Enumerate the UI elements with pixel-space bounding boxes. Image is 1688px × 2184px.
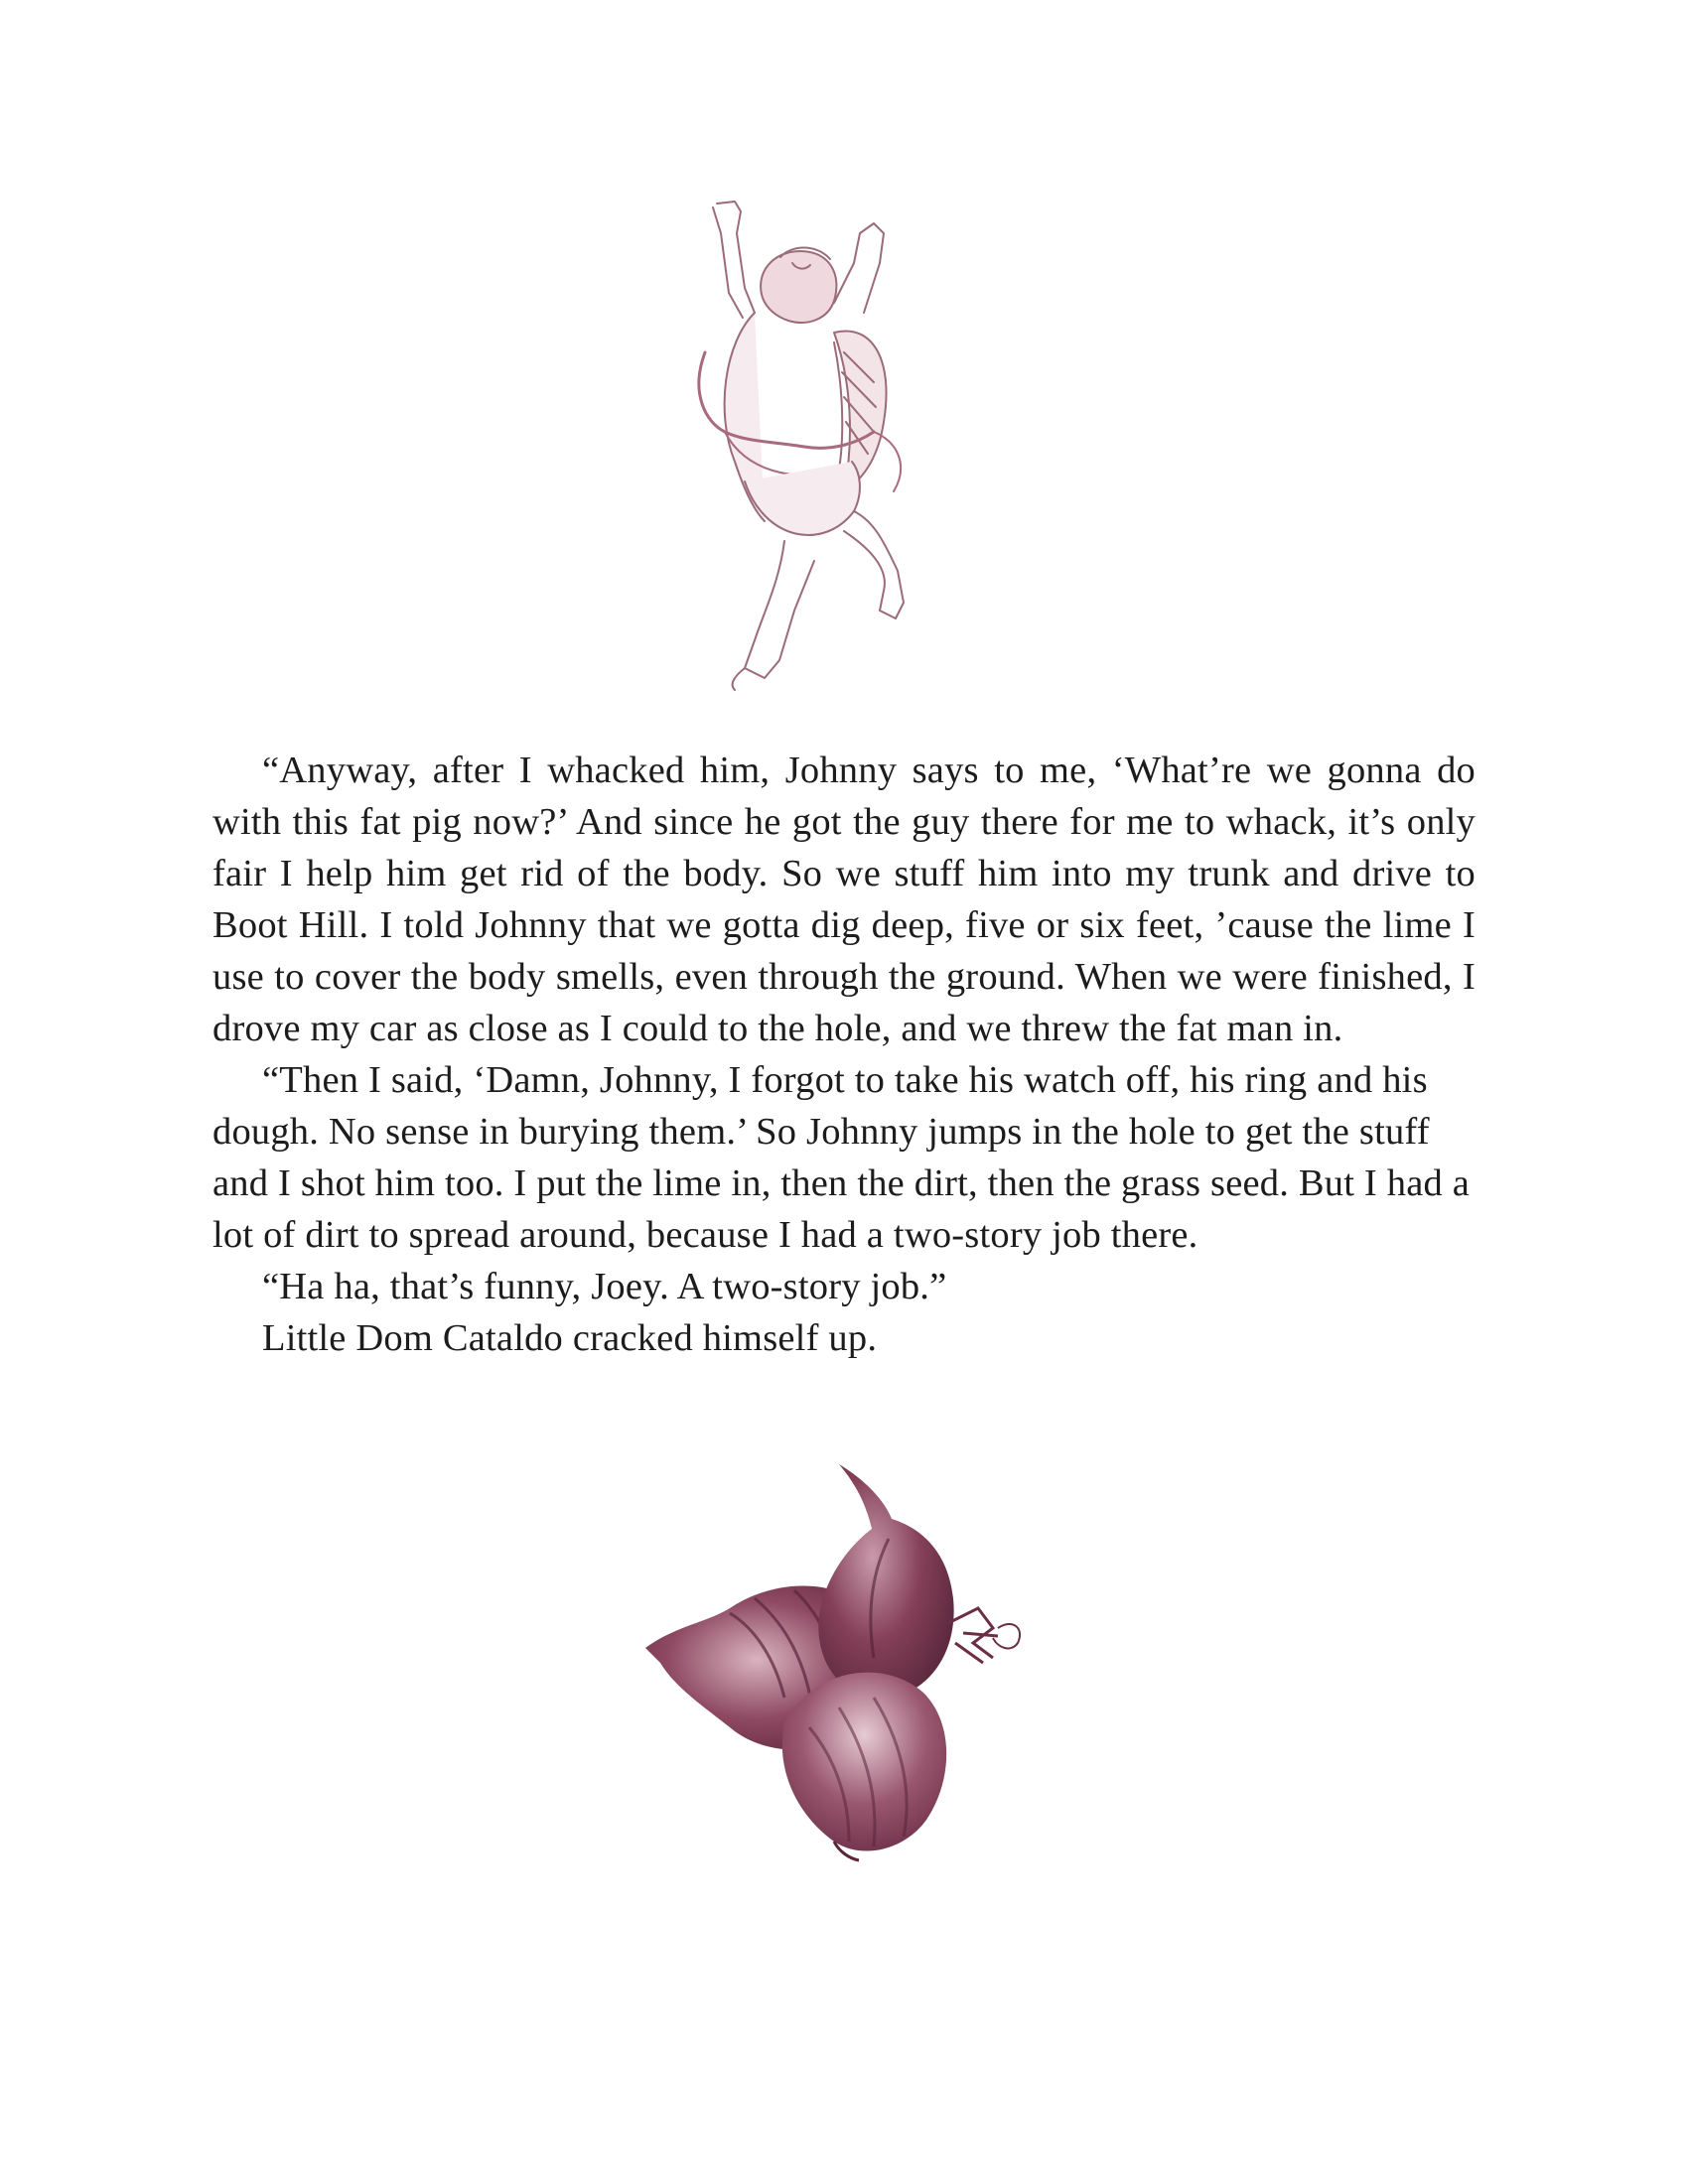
paragraph-1: “Anyway, after I whacked him, Johnny says to me, ‘What’re we gonna do with this fat pig now?’ And since he got the guy there for me to whack, it’s only fair I help him get rid of the body. So we stuff him into my trunk and drive to Boot Hill. I told Johnny that we gotta dig deep, five or six feet, ’cause the lime I use to cover the body smells, even through the ground. When we were finished, I drove my car as close as I could to the hole, and we threw the fat man in.: [212, 750, 1476, 1049]
story-text: [212, 745, 1476, 1364]
paragraph-3: “Ha ha, that’s funny, Joey. A two-story job.”: [262, 1266, 947, 1307]
paragraph-4: Little Dom Cataldo cracked himself up.: [262, 1317, 878, 1359]
cherub-illustration: [685, 194, 1003, 710]
red-onions-illustration: [635, 1459, 1062, 1866]
paragraph-2: “Then I said, ‘Damn, Johnny, I forgot to take his watch off, his ring and his dough. No sense in burying them.’ So Johnny jumps in the hole to get the stuff and I shot him too. I put the lime in, then the dirt, then the grass seed. But I had a lot of dirt to spread around, because I had a two-story job there.: [212, 1059, 1471, 1256]
